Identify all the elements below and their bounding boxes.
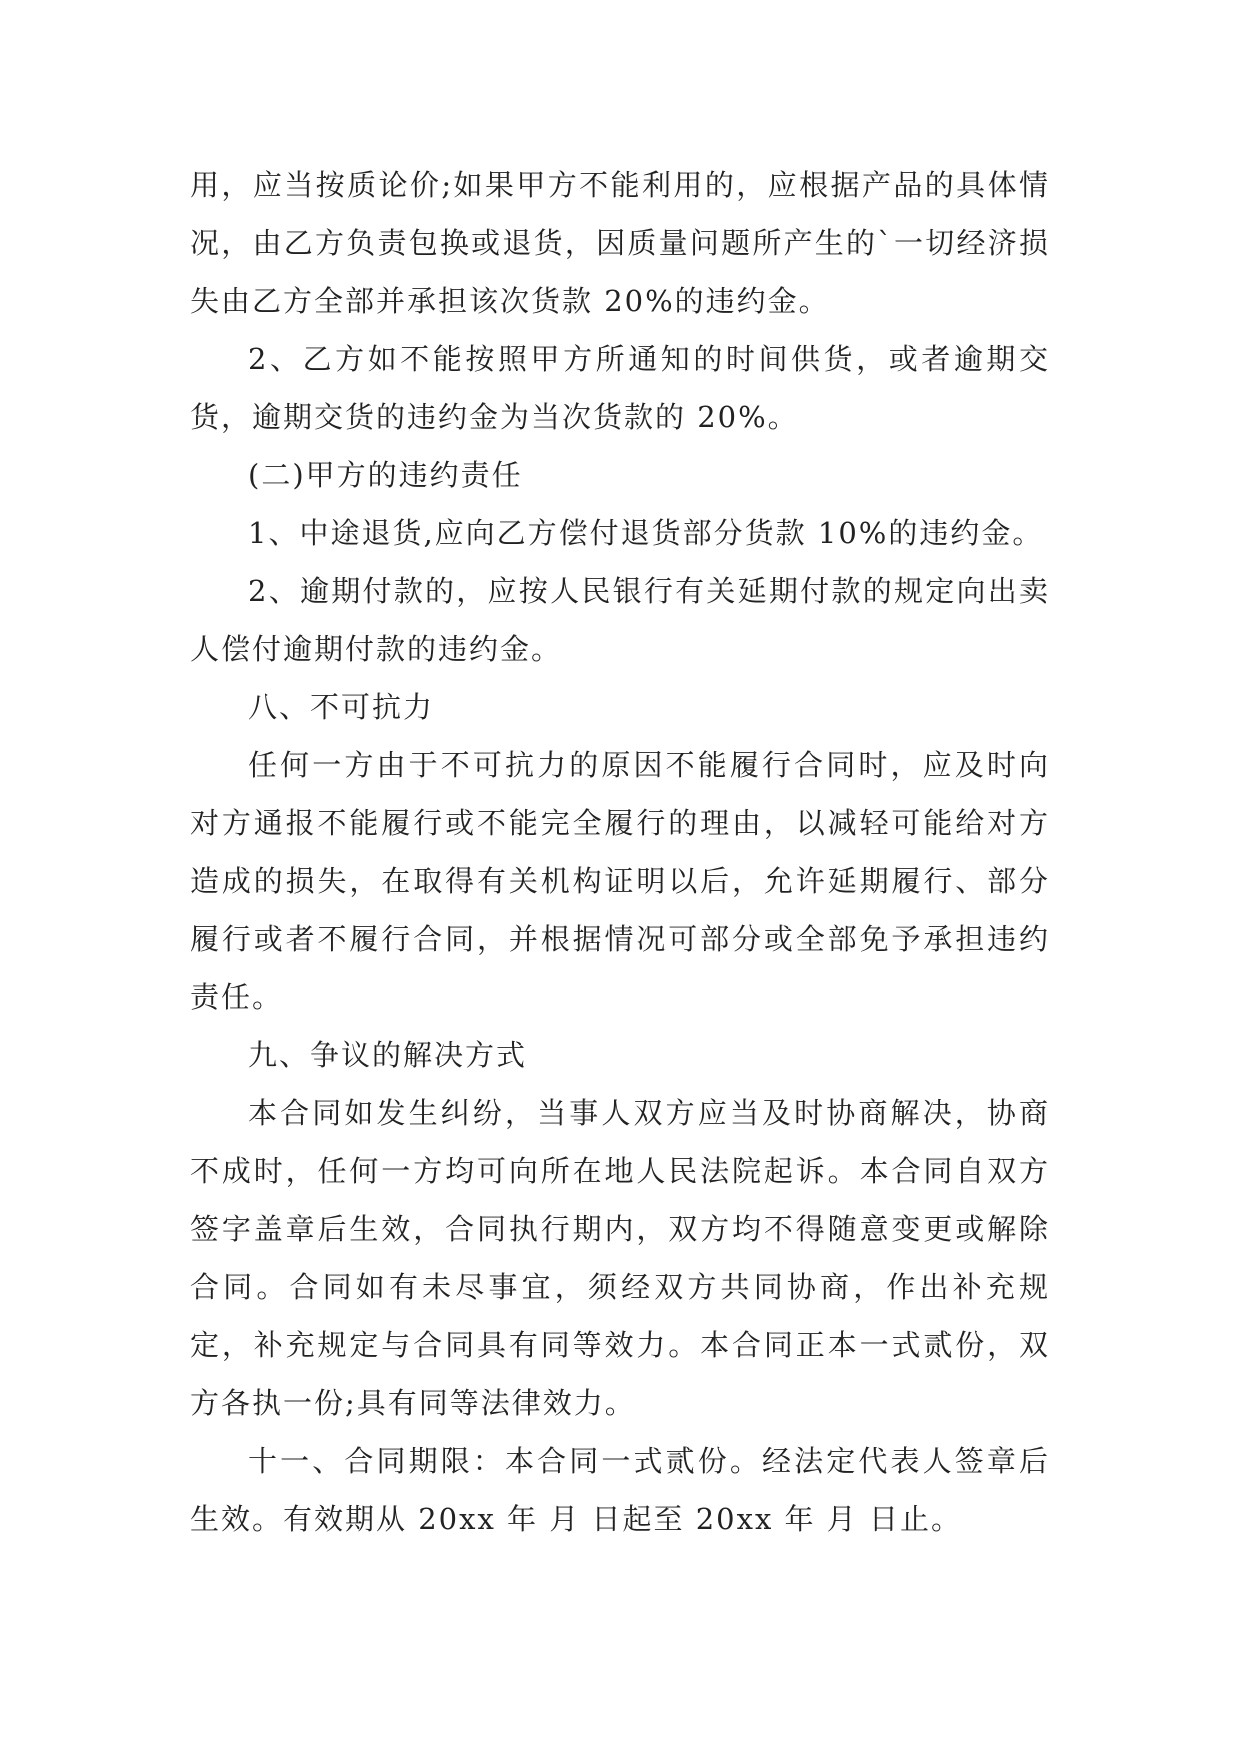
paragraph-contract-term: 十一、合同期限：本合同一式贰份。经法定代表人签章后生效。有效期从 20xx 年 月 日起至 20xx 年 月 日止。 xyxy=(190,1444,1050,1536)
paragraph-force-majeure: 任何一方由于不可抗力的原因不能履行合同时，应及时向对方通报不能履行或不能完全履行的理由，以减轻可能给对方造成的损失，在取得有关机构证明以后，允许延期履行、部分履行或者不履行合同，并根据情况可部分或全部免予承担违约责任。 xyxy=(190,748,1050,1014)
paragraph-clause-2-delivery-delay: 2、乙方如不能按照甲方所通知的时间供货，或者逾期交货，逾期交货的违约金为当次货款的 20%。 xyxy=(190,342,1050,434)
paragraph-clause-1-return: 1、中途退货,应向乙方偿付退货部分货款 10%的违约金。 xyxy=(248,516,1044,550)
paragraph-clause-2-late-payment: 2、逾期付款的，应按人民银行有关延期付款的规定向出卖人偿付逾期付款的违约金。 xyxy=(190,574,1050,666)
section-heading-dispute-resolution: 九、争议的解决方式 xyxy=(248,1038,528,1072)
paragraph-dispute-resolution: 本合同如发生纠纷，当事人双方应当及时协商解决，协商不成时，任何一方均可向所在地人民法院起诉。本合同自双方签字盖章后生效，合同执行期内，双方均不得随意变更或解除合同。合同如有未尽事宜，须经双方共同协商，作出补充规定，补充规定与合同具有同等效力。本合同正本一式贰份，双方各执一份;具有同等法律效力。 xyxy=(190,1096,1050,1420)
section-heading-force-majeure: 八、不可抗力 xyxy=(248,690,435,724)
section-heading-party-a-liability: (二)甲方的违约责任 xyxy=(248,458,523,492)
paragraph-continuation: 用，应当按质论价;如果甲方不能利用的，应根据产品的具体情况，由乙方负责包换或退货，因质量问题所产生的`一切经济损失由乙方全部并承担该次货款 20%的违约金。 xyxy=(190,168,1050,318)
document-body xyxy=(190,156,1050,1548)
